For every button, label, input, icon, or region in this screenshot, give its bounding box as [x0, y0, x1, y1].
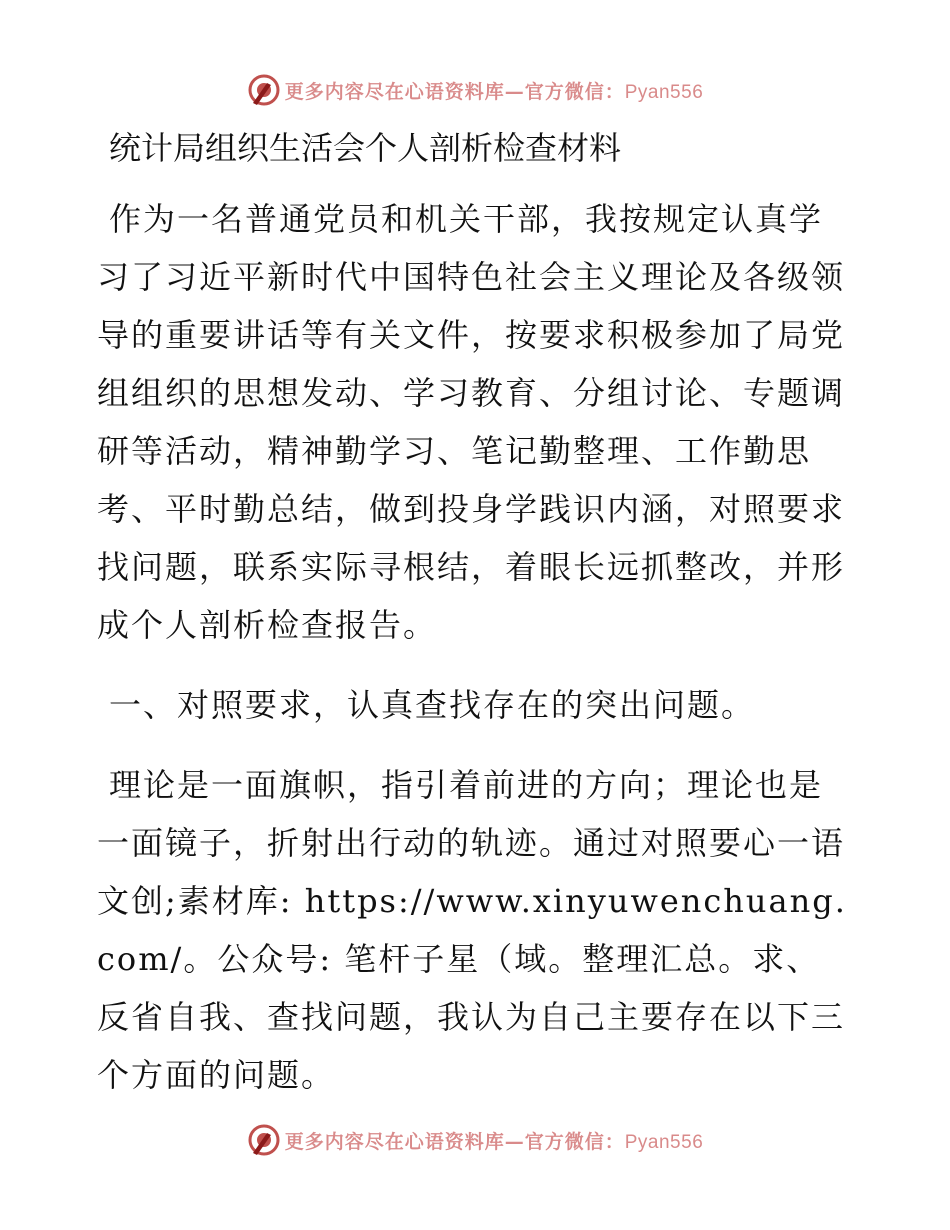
watermark-wechat-id: Pyan556 [624, 81, 704, 103]
section-heading-1: 一、对照要求，认真查找存在的突出问题。 [109, 686, 756, 724]
paragraph-intro: 作为一名普通党员和机关干部，我按规定认真学习了习近平新时代中国特色社会主义理论及各级领导的重要讲话等有关文件，按要求积极参加了局党组组织的思想发动、学习教育、分组讨论、专题调研等活动，精神勤学习、笔记勤整理、工作勤思考、平时勤总结，做到投身学践识内涵，对照要求找问题，联系实际寻根结，着眼长远抓整改，并形成个人剖析检查报告。 [97, 200, 846, 644]
watermark-text: 更多内容尽在心语资料库—官方微信：Pyan556 [284, 1130, 704, 1153]
watermark-header [0, 70, 950, 110]
pen-logo-icon [247, 73, 281, 107]
paragraph-theory: 理论是一面旗帜，指引着前进的方向；理论也是一面镜子，折射出行动的轨迹。通过对照要心一语文创;素材库: https://www.xinyuwenchuang.com/。公众号: 笔杆子星（域。整理汇总。求、反省自我、查找问题，我认为自己主要存在以下三个方面的问题。 [97, 766, 847, 1094]
watermark-footer [0, 1120, 950, 1160]
watermark-wechat-id: Pyan556 [624, 1131, 704, 1153]
document-title: 统计局组织生活会个人剖析检查材料 [109, 129, 622, 167]
pen-logo-icon [247, 1123, 281, 1157]
document-body [97, 120, 853, 1104]
watermark-text: 更多内容尽在心语资料库—官方微信：Pyan556 [284, 80, 704, 103]
